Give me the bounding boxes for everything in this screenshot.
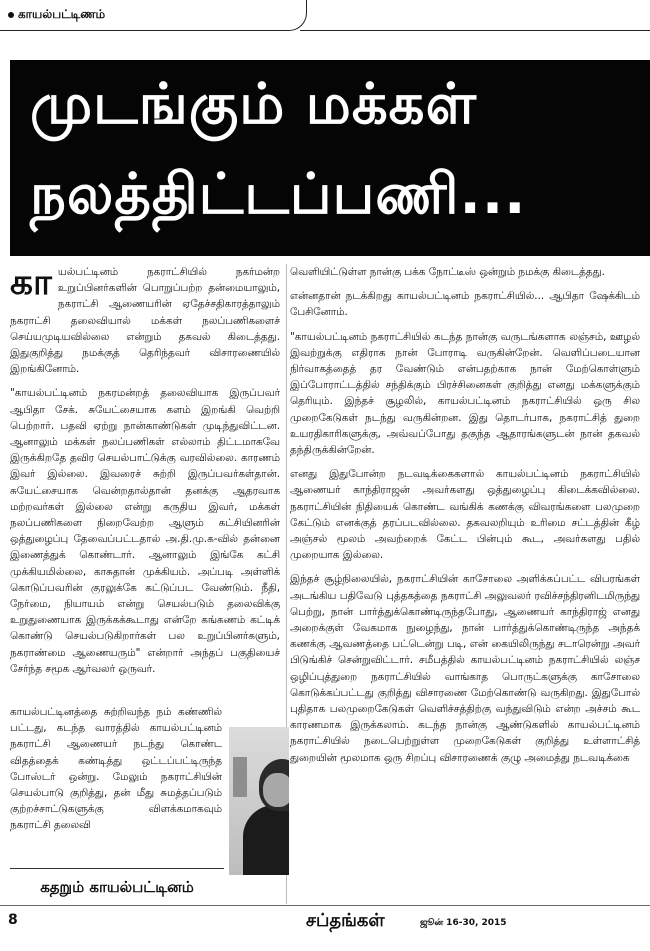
right-paragraph-4: எனது இதுபோன்ற நடவடிக்கைகளால் காயல்பட்டினம் நகராட்சியில் ஆணையர் காந்திராஜன் அவர்களது ஒத்துழைப்பு கிடைக்கவில்லை. நகராட்சியின் நிதியைக் கொண்ட வங்கிக் கணக்கு விவரங்களை பலமுறை கேட்டும் எனக்குத் தரப்படவில்லை. தகவலறியும் உரிமை சட்டத்தின் கீழ் அஞ்சல் மூலம் அவற்றைக் கேட்ட பின்பும் கூட, அவர்களது பதில் முறையாக இல்லை. (290, 468, 640, 562)
masthead-logo: சப்தங்கள் (306, 910, 385, 931)
section-tab (0, 0, 307, 31)
right-paragraph-1: வெளியிட்டுள்ள நான்கு பக்க நோட்டீஸ் ஒன்றும் நமக்கு கிடைத்தது. (290, 266, 605, 278)
left-paragraph-3: காயல்பட்டினத்தை சுற்றிவந்த நம் கண்ணில் பட்டது, கடந்த வாரத்தில் காயல்பட்டினம் நகராட்சி ஆணையர் நடந்து கொண்ட விதத்தைக் கண்டித்து ஒட்டப்பட்டிருந்த போஸ்டர் ஒன்று. மேலும் நகராட்சியின் செயல்பாடு குறித்து, தன் மீது சுமத்தப்படும் குற்றச்சாட்டுகளுக்கு விளக்கமாகவும் நகராட்சி தலைவி (10, 706, 222, 832)
left-paragraph-1-text: யல்பட்டினம் நகராட்சியில் நகர்மன்ற உறுப்பினர்களின் பொறுப்பற்ற தன்மையாலும், நகராட்சி ஆணையரின் ஏதேச்சதிகாரத்தாலும் நகராட்சி தலைவியால் மக்கள் நலப்பணிகளைச் செய்யமுடியவில்லை என்றும் தகவல் கிடைத்தது. இதுகுறித்து நமக்குத் தெரிந்தவர் விசாரணையில் இறங்கினோம். (10, 266, 280, 376)
issue-date: ஜூன் 16-30, 2015 (420, 918, 507, 928)
left-column (10, 264, 280, 685)
caption-rule (10, 868, 224, 869)
right-column (290, 264, 640, 774)
photo-body (243, 805, 289, 875)
photo-caption: கதறும் காயல்பட்டினம் (40, 878, 194, 896)
headline-banner (10, 60, 650, 256)
photo-face (263, 773, 289, 807)
left-paragraph-1 (10, 264, 280, 377)
section-label: காயல்பட்டிணம் (18, 7, 106, 21)
bullet-icon (8, 12, 14, 18)
photo-background-shelf (233, 757, 247, 797)
page-number: 8 (8, 912, 18, 928)
left-paragraph-2: "காயல்பட்டினம் நகரமன்றத் தலைவியாக இருப்பவர் ஆபிதா சேக். சுயேட்சையாக களம் இறங்கி வெற்றி பெற்றார். பதவி ஏற்று நான்காண்டுகள் முடிந்துவிட்டன. ஆனாலும் மக்கள் நலப்பணிகள் எல்லாம் திட்டமாகவே இருக்கிறதே தவிர செயல்பாட்டுக்கு வரவில்லை. காரணம் இவர் இல்லை. இவரைச் சுற்றி இருப்பவர்கள்தான். சுயேட்சையாக வென்றதால்தான் தனக்கு ஆதரவாக மற்றவர்கள் இல்லை என்று கருதிய இவர், மக்கள் நலப்பணிகளை நிறைவேற்ற ஆளும் கட்சியினரின் ஒத்துழைப்பு தேவைப்பட்டதால் அ.தி.மு.க-வில் தன்னை இணைத்துக் கொண்டார். ஆனாலும் இங்கே கட்சி முக்கியமில்லை, காசுதான் முக்கியம். அப்படி அள்ளிக் கொடுப்பவரின் குரலுக்கே கட்டுப்பட வேண்டும். நீதி, நேர்மை, நியாயம் என்று செயல்படும் தலைவிக்கு உறுதுணையாக இருக்கக்கூடாது என்றே கங்கணம் கட்டிக் கொண்டு செயல்படுகிறார்கள் பல உறுப்பினர்களும், நகராண்மை ஆணையரும்" என்றார் அந்தப் பகுதியைச் சேர்ந்த சமூக ஆர்வலர் ஒருவர். (10, 387, 280, 675)
right-paragraph-2: என்னதான் நடக்கிறது காயல்பட்டினம் நகராட்சியில்... ஆபிதா ஷேக்கிடம் பேசினோம். (290, 290, 640, 319)
portrait-photo (229, 727, 289, 875)
headline-line-1: முடங்கும் மக்கள் (30, 72, 478, 137)
dropcap: கா (10, 262, 52, 303)
right-paragraph-5: இந்தச் சூழ்நிலையில், நகராட்சியின் காசோலை அளிக்கப்பட்ட விபரங்கள் அடங்கிய பதிவேடு புத்தகத்தை நகராட்சி அலுவலர் ரவிச்சந்திரனிடமிருந்து பெற்று, நான் பார்த்துக்கொண்டிருந்தபோது, ஆணையர் காந்திராஜ் எனது அறைக்குள் வேகமாக நுழைந்து, நான் பார்த்துக்கொண்டிருந்த அந்தக் கணக்கு ஆவணத்தை பட்டென்று படி, என் கையிலிருந்து சடாரென்று அவர் பிடுங்கிச் சென்றுவிட்டார். சமீபத்தில் காயல்பட்டினம் நகராட்சியில் லஞ்ச ஒழிப்புத்துறை நகராட்சியில் வாங்காத பொருட்களுக்கு காசோலை கொடுக்கப்பட்டது குறித்து விசாரணை மேற்கொண்டு வருகிறது. இதுபோல் புதிதாக பலமுறைகேடுகள் வெளிச்சத்திற்கு வந்துவிடும் என்ற அச்சம் கூட காரணமாக இருக்கலாம். கடந்த நான்கு ஆண்டுகளில் காயல்பட்டினம் நகராட்சியில் நடைபெற்றுள்ள முறைகேடுகள் குறித்து உள்ளாட்சித் துறையின் மூலமாக ஒரு சிறப்பு விசாரணைக் குழு அமைத்து நடவடிக்கை (290, 573, 640, 764)
top-rule (300, 30, 650, 31)
headline-line-2: நலத்திட்டப்பணி... (30, 162, 527, 227)
left-column-lower (10, 704, 222, 842)
footer-rule (0, 905, 650, 906)
right-paragraph-3: "காயல்பட்டினம் நகராட்சியில் கடந்த நான்கு வருடங்களாக லஞ்சம், ஊழல் இவற்றுக்கு எதிராக நான் போராடி வருகின்றேன். வெளிப்படையான நிர்வாகத்தைத் தர வேண்டும் என்பதற்காக நான் மேற்கொள்ளும் இப்போராட்டத்தில் சந்திக்கும் பிரச்சினைகள் குறித்து எனது மக்களுக்கும் தெரியும். இந்தச் சூழலில், காயல்பட்டினம் நகராட்சியில் ஒரு சில முறைகேடுகள் நடந்து வருகின்றன. இது தொடர்பாக, நகராட்சித் துறை உயரதிகாரிகளுக்கு, அவ்வப்போது தகுந்த ஆதாரங்களுடன் நான் தகவல் தந்திருக்கின்றேன். (290, 330, 640, 457)
